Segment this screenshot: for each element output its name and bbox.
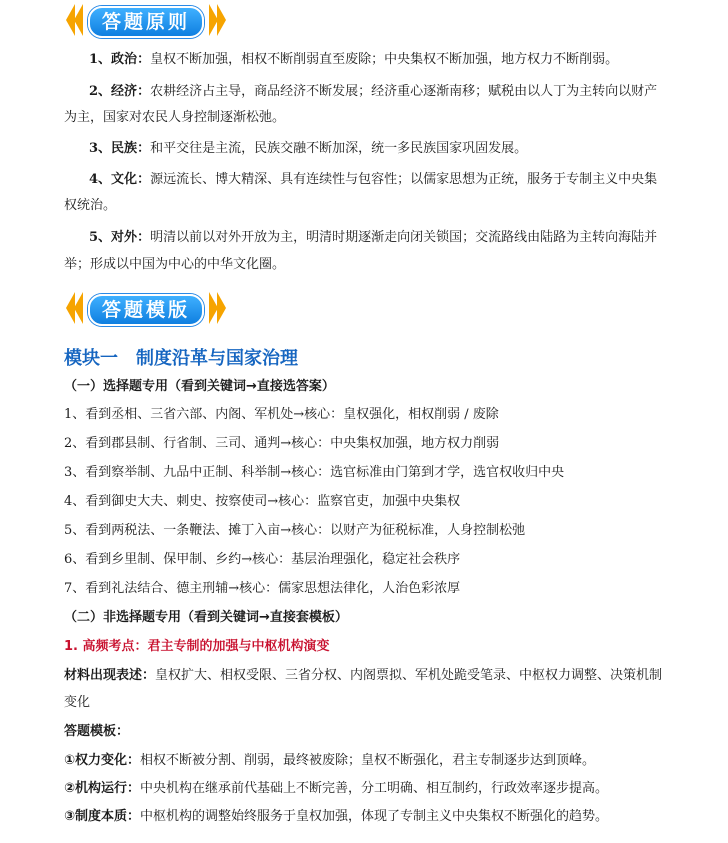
section-banner-template <box>66 292 226 324</box>
list-item: 1、看到丞相、三省六部、内阁、军机处→核心：皇权强化，相权削弱 / 废除 <box>64 407 499 422</box>
chevron-right-icon <box>217 292 226 324</box>
principle-5: 5、对外：明清以前以对外开放为主，明清时期逐渐走向闭关锁国；交流路线由陆路为主转向海陆并 <box>89 230 658 245</box>
template-item: ①权力变化：相权不断被分割、削弱，最终被废除；皇权不断强化，君主专制逐步达到顶峰。 <box>64 753 596 768</box>
principle-key: 文化 <box>111 172 138 187</box>
principle-key: 政治 <box>111 52 138 67</box>
template-label: 答题模板： <box>64 724 130 739</box>
material-label: 材料出现表述： <box>64 668 156 683</box>
section-heading-choice: （一）选择题专用（看到关键词→直接选答案） <box>64 379 335 394</box>
list-item: 4、看到御史大夫、刺史、按察使司→核心：监察官吏，加强中央集权 <box>64 494 461 509</box>
banner-label: 答题原则 <box>88 6 204 38</box>
principle-5-cont: 举；形成以中国为中心的中华文化圈。 <box>64 257 286 272</box>
principle-key: 对外 <box>111 230 138 245</box>
material-line: 材料出现表述：皇权扩大、相权受限、三省分权、内阁票拟、军机处跪受笔录、中枢权力调整、决策机制 <box>64 668 663 683</box>
module-title: 模块一 制度沿革与国家治理 <box>64 348 298 369</box>
principle-4-cont: 权统治。 <box>64 198 117 213</box>
chevron-right-icon <box>217 4 226 36</box>
principle-key: 经济 <box>111 84 138 99</box>
list-item: 6、看到乡里制、保甲制、乡约→核心：基层治理强化，稳定社会秩序 <box>64 552 461 567</box>
list-item: 7、看到礼法结合、德主刑辅→核心：儒家思想法律化，人治色彩浓厚 <box>64 581 461 596</box>
section-banner-principles <box>66 4 226 36</box>
template-item: ②机构运行：中央机构在继承前代基础上不断完善，分工明确、相互制约，行政效率逐步提高。 <box>64 781 609 796</box>
principle-4: 4、文化：源远流长、博大精深、具有连续性与包容性；以儒家思想为正统，服务于专制主义中央集 <box>89 172 658 187</box>
hotspot-heading: 1. 高频考点：君主专制的加强与中枢机构演变 <box>64 639 330 654</box>
principle-3: 3、民族：和平交往是主流，民族交融不断加深，统一多民族国家巩固发展。 <box>89 141 528 156</box>
chevron-left-icon <box>74 4 83 36</box>
principle-2-cont: 为主，国家对农民人身控制逐渐松弛。 <box>64 110 286 125</box>
section-heading-nonchoice: （二）非选择题专用（看到关键词→直接套模板） <box>64 610 348 625</box>
principle-key: 民族 <box>111 141 138 156</box>
list-item: 5、看到两税法、一条鞭法、摊丁入亩→核心：以财产为征税标准，人身控制松弛 <box>64 523 526 538</box>
chevron-left-icon <box>74 292 83 324</box>
banner-label: 答题模版 <box>88 294 204 326</box>
principle-1: 1、政治：皇权不断加强，相权不断削弱直至废除；中央集权不断加强，地方权力不断削弱。 <box>89 52 619 67</box>
template-item: ③制度本质：中枢机构的调整始终服务于皇权加强，体现了专制主义中央集权不断强化的趋势。 <box>64 809 609 824</box>
principle-2: 2、经济：农耕经济占主导，商品经济不断发展；经济重心逐渐南移；赋税由以人丁为主转向以财产 <box>89 84 658 99</box>
list-item: 3、看到察举制、九品中正制、科举制→核心：选官标准由门第到才学，选官权收归中央 <box>64 465 565 480</box>
material-cont: 变化 <box>64 695 91 710</box>
list-item: 2、看到郡县制、行省制、三司、通判→核心：中央集权加强，地方权力削弱 <box>64 436 500 451</box>
